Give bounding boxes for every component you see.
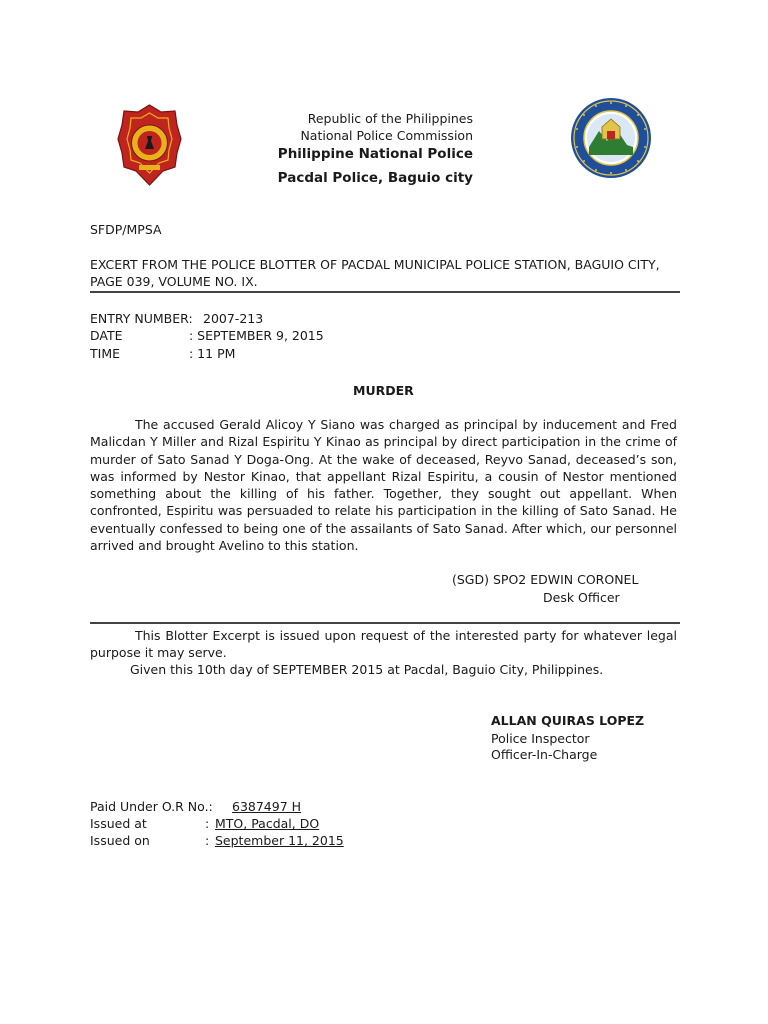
given-line: Given this 10th day of SEPTEMBER 2015 at Pacdal, Baguio City, Philippines. (130, 662, 604, 677)
letterhead-line-1: Republic of the Philippines (307, 111, 473, 126)
letterhead-line-3: Philippine National Police (277, 146, 473, 162)
divider-top (90, 291, 680, 293)
issued-at-value: MTO, Pacdal, DO (215, 816, 320, 831)
issued-on-label: Issued on (90, 833, 150, 848)
paid-or-label: Paid Under O.R No.: (90, 799, 213, 814)
letterhead-line-4: Pacdal Police, Baguio city (277, 170, 473, 186)
time-label: TIME (90, 346, 121, 361)
issued-at-label: Issued at (90, 816, 147, 831)
divider-bottom (90, 622, 680, 624)
letterhead-line-2: National Police Commission (300, 128, 473, 143)
officer-name: ALLAN QUIRAS LOPEZ (491, 713, 645, 728)
issued-on-value: September 11, 2015 (215, 833, 344, 848)
date-value: : SEPTEMBER 9, 2015 (189, 328, 324, 343)
pnp-seal-icon (117, 103, 182, 187)
issued-at-colon: : (205, 816, 210, 831)
paid-or-value: 6387497 H (232, 799, 302, 814)
desk-officer-title: Desk Officer (543, 590, 620, 605)
letterhead (258, 110, 473, 188)
issued-on-colon: : (205, 833, 210, 848)
officer-rank: Police Inspector (491, 731, 590, 746)
narrative-paragraph: The accused Gerald Alicoy Y Siano was charged as principal by inducement and Fred Malicdan Y Miller and Rizal Espiritu Y Kinao as principal by direct participation in the crime of murder of Sato Sanad Y Doga-Ong. At the wake of deceased, Reyvo Sanad, deceased’s son, was informed by Nestor Kinao, that appellant Rizal Espiritu, a cousin of Nestor mentioned something about the killing of his father. Together, they sought out appellant. When confronted, Espiritu was persuaded to relate his participation in the killing of Sato Sanad. He eventually confessed to being one of the assailants of Sato Sanad. After which, our personnel arrived and brought Avelino to this station. (90, 417, 677, 554)
issuance-paragraph: This Blotter Excerpt is issued upon request of the interested party for whatever legal purpose it may serve. (90, 628, 677, 661)
entry-number-value: 2007-213 (203, 311, 264, 326)
desk-officer-name: (SGD) SPO2 EDWIN CORONEL (452, 572, 639, 587)
section-title: MURDER (353, 383, 414, 398)
excerpt-title-line-2: PAGE 039, VOLUME NO. IX. (90, 274, 258, 289)
date-label: DATE (90, 328, 123, 343)
entry-number-label: ENTRY NUMBER: (90, 311, 193, 326)
reference-code: SFDP/MPSA (90, 222, 162, 237)
city-seal-icon (570, 97, 652, 179)
officer-position: Officer-In-Charge (491, 747, 598, 762)
excerpt-title-line-1: EXCERT FROM THE POLICE BLOTTER OF PACDAL MUNICIPAL POLICE STATION, BAGUIO CITY, (90, 257, 660, 272)
time-value: : 11 PM (189, 346, 236, 361)
